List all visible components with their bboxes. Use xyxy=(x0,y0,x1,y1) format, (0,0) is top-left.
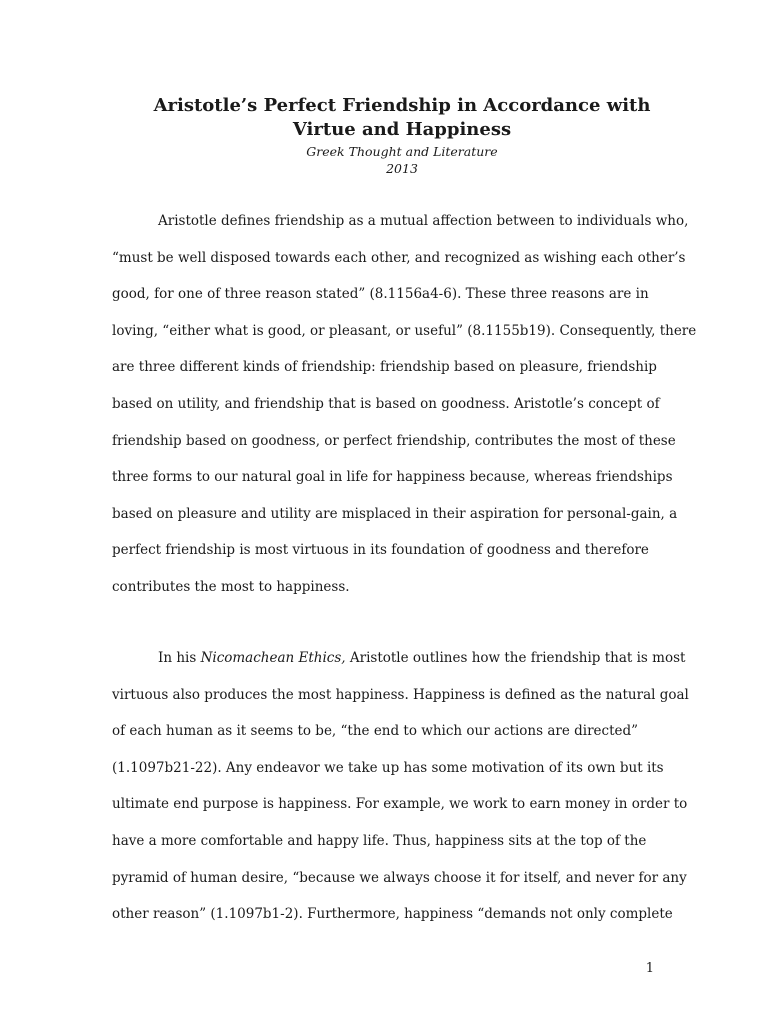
paragraph-2-suffix: Aristotle outlines how the friendship that is most xyxy=(345,650,686,666)
document-title-line-1: Aristotle’s Perfect Friendship in Accordance with xyxy=(153,95,651,116)
document-title-line-2: Virtue and Happiness xyxy=(292,119,512,140)
paragraph-line: based on utility, and friendship that is based on goodness. Aristotle’s concept of xyxy=(112,396,660,412)
paragraph-line: have a more comfortable and happy life. Thus, happiness sits at the top of the xyxy=(112,833,647,849)
paragraph-line: pyramid of human desire, “because we always choose it for itself, and never for any xyxy=(112,869,687,886)
paragraph-2-prefix: In his xyxy=(158,650,201,666)
paragraph-line: good, for one of three reason stated” (8.1156a4-6). These three reasons are in xyxy=(112,286,649,303)
book-title: Nicomachean Ethics, xyxy=(200,650,346,666)
document-year: 2013 xyxy=(386,161,418,176)
paragraph-line: ultimate end purpose is happiness. For example, we work to earn money in order to xyxy=(112,796,688,813)
paragraph-line: “must be well disposed towards each other, and recognized as wishing each other’s xyxy=(112,249,686,266)
paragraph-line: other reason” (1.1097b1-2). Furthermore, happiness “demands not only complete xyxy=(112,906,673,923)
paragraph-line: friendship based on goodness, or perfect friendship, contributes the most of these xyxy=(112,432,676,449)
paragraph-line: (1.1097b21-22). Any endeavor we take up has some motivation of its own but its xyxy=(112,759,664,776)
paragraph-line: contributes the most to happiness. xyxy=(112,579,350,595)
paragraph-line: virtuous also produces the most happiness. Happiness is defined as the natural goal xyxy=(112,686,689,703)
paragraph-line: of each human as it seems to be, “the end to which our actions are directed” xyxy=(112,723,639,740)
paragraph-line: three forms to our natural goal in life for happiness because, whereas friendships xyxy=(112,469,673,486)
paragraph-line: are three different kinds of friendship: friendship based on pleasure, friendship xyxy=(112,359,657,376)
title-block xyxy=(100,94,704,176)
paragraph-line: perfect friendship is most virtuous in its foundation of goodness and therefore xyxy=(112,542,649,559)
paragraph-line: based on pleasure and utility are misplaced in their aspiration for personal-gain, a xyxy=(112,505,678,522)
paragraph-line xyxy=(158,650,685,666)
course-name: Greek Thought and Literature xyxy=(306,144,498,159)
page-number: 1 xyxy=(645,961,654,976)
paragraph-line: Aristotle defines friendship as a mutual affection between to individuals who, xyxy=(158,213,689,229)
paragraph-line: loving, “either what is good, or pleasant, or useful” (8.1155b19). Consequently, there xyxy=(112,322,697,339)
